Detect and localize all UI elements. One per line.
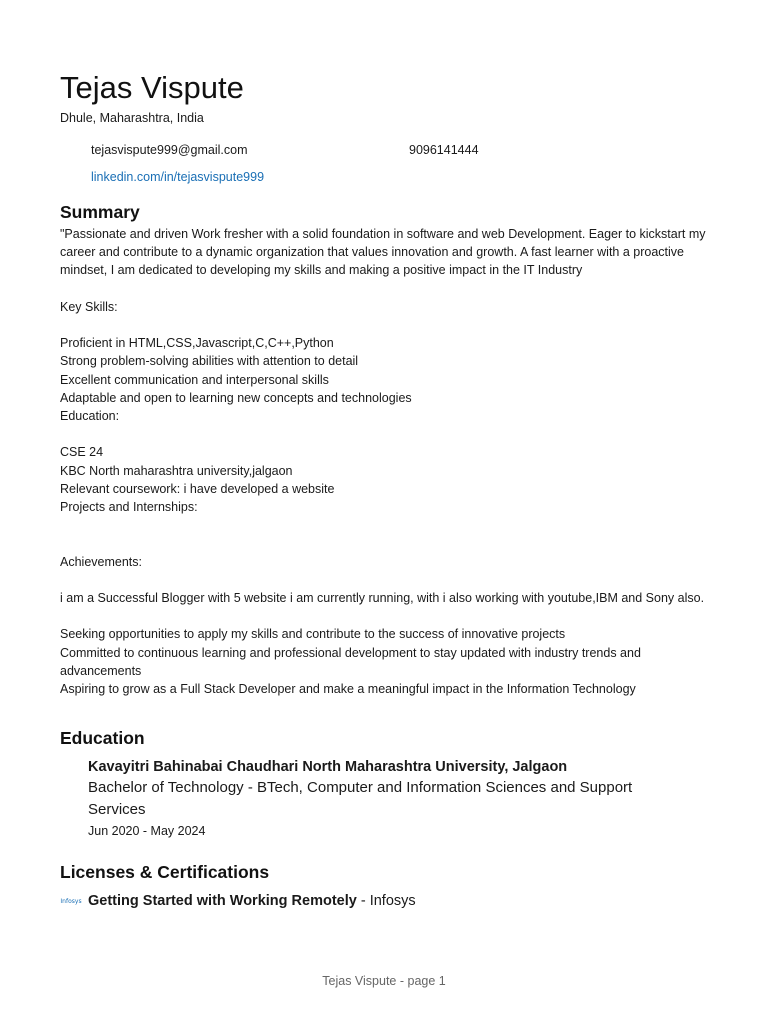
phone-number: 9096141444	[409, 143, 479, 157]
infosys-logo-icon: Infosys	[60, 898, 82, 905]
summary-line: Key Skills:	[60, 299, 118, 314]
summary-line: i am a Successful Blogger with 5 website i am currently running, with i also working with youtube,IBM and Sony also.	[60, 590, 705, 605]
summary-line: Projects and Internships:	[60, 500, 198, 514]
summary-line: Excellent communication and interpersonal skills	[60, 372, 329, 387]
education-degree: Bachelor of Technology - BTech, Computer and Information Sciences and Support Services	[88, 779, 633, 818]
summary-line: Relevant coursework: i have developed a website	[60, 481, 335, 496]
certifications-heading: Licenses & Certifications	[60, 862, 270, 882]
summary-line: Committed to continuous learning and professional development to stay updated with industry trends and advancements	[60, 645, 641, 678]
summary-body	[60, 225, 708, 698]
certification-separator: -	[356, 893, 370, 909]
summary-line: CSE 24	[60, 445, 104, 460]
summary-line: Aspiring to grow as a Full Stack Developer and make a meaningful impact in the Information Technology	[60, 681, 636, 696]
summary-line: Adaptable and open to learning new concepts and technologies	[60, 390, 412, 405]
location: Dhule, Maharashtra, India	[60, 111, 204, 125]
education-dates: Jun 2020 - May 2024	[88, 824, 206, 838]
education-heading: Education	[60, 728, 145, 748]
summary-line: KBC North maharashtra university,jalgaon	[60, 463, 293, 478]
summary-line: Seeking opportunities to apply my skills and contribute to the success of innovative projects	[60, 627, 566, 642]
summary-line: Strong problem-solving abilities with attention to detail	[60, 354, 359, 369]
certification-issuer: Infosys	[369, 893, 416, 909]
education-entry	[88, 757, 688, 841]
email-address: tejasvispute999@gmail.com	[91, 143, 248, 157]
summary-line: Proficient in HTML,CSS,Javascript,C,C++,Python	[60, 336, 334, 351]
summary-heading: Summary	[60, 202, 140, 222]
candidate-name: Tejas Vispute	[60, 70, 244, 105]
certification-name-wrap	[88, 891, 416, 911]
education-school: Kavayitri Bahinabai Chaudhari North Maharashtra University, Jalgaon	[88, 759, 568, 775]
linkedin-link[interactable]: linkedin.com/in/tejasvispute999	[91, 170, 265, 184]
summary-line: Achievements:	[60, 554, 142, 569]
summary-line: "Passionate and driven Work fresher with a solid foundation in software and web Development. Eager to kickstart my career and contribute to a dynamic organization that values innovation and growth. A fast learner with a proactive mindset, I am dedicated to developing my skills and making a positive impact in the IT Industry	[60, 227, 706, 278]
certification-name: Getting Started with Working Remotely	[88, 893, 357, 909]
page-footer: Tejas Vispute - page 1	[322, 974, 446, 988]
summary-line: Education:	[60, 409, 120, 423]
